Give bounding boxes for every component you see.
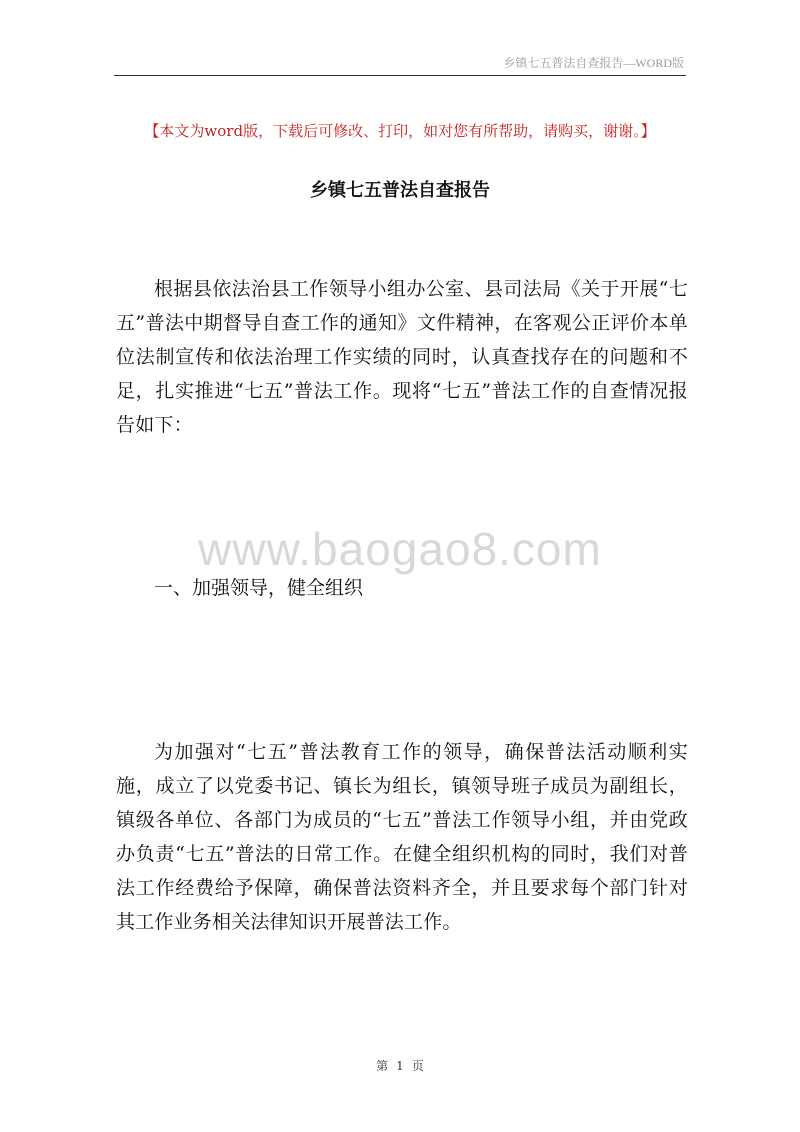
footer-prefix: 第 [376, 1059, 389, 1073]
document-title: 乡镇七五普法自查报告 [310, 180, 490, 201]
section-heading: 一、加强领导，健全组织 [154, 577, 364, 599]
header-divider [114, 75, 686, 76]
watermark: www.baogao8.com [198, 523, 602, 575]
page-number: 1 [396, 1059, 404, 1073]
running-header: 乡镇七五普法自查报告—WORD版 [503, 56, 684, 70]
body-paragraph: 为加强对“七五”普法教育工作的领导，确保普法活动顺利实施，成立了以党委书记、镇长为组长，镇领导班子成员为副组长，镇级各单位、各部门为成员的“七五”普法工作领导小组，并由党政办负责“七五”普法的日常工作。在健全组织机构的同时，我们对普法工作经费给予保障，确保普法资料齐全，并且要求每个部门针对其工作业务相关法律知识开展普法工作。 [116, 741, 688, 933]
footer-suffix: 页 [411, 1059, 424, 1073]
purchase-notice: 【本文为word版，下载后可修改、打印，如对您有所帮助，请购买，谢谢。】 [144, 122, 656, 140]
intro-paragraph: 根据县依法治县工作领导小组办公室、县司法局《关于开展“七五”普法中期督导自查工作的通知》文件精神，在客观公正评价本单位法制宣传和依法治理工作实绩的同时，认真查找存在的问题和不足，扎实推进“七五”普法工作。现将“七五”普法工作的自查情况报告如下： [116, 278, 688, 436]
page-footer [0, 1057, 800, 1074]
